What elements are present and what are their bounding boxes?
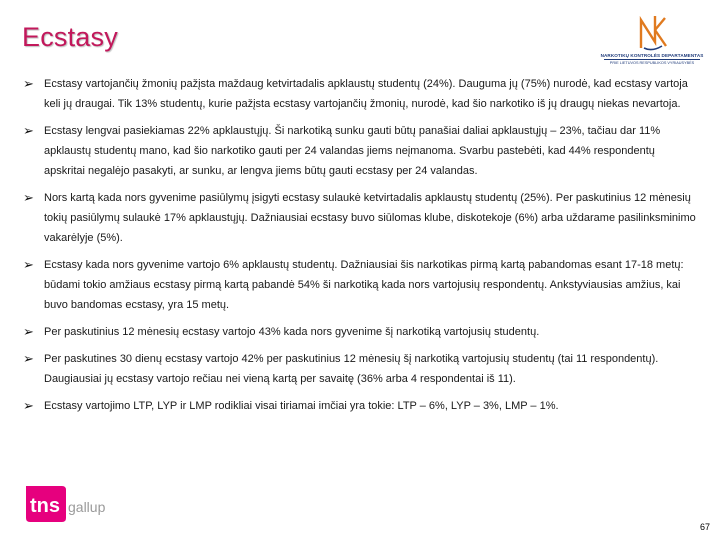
page-title: Ecstasy [22, 22, 118, 52]
bullet-text: Ecstasy lengvai pasiekiamas 22% apklaustųjų. Ši narkotiką sunku gauti būtų panašiai daliai apklaustųjų – 23%, tačiau dar 11% apklaustų studentų mano, kad šio narkotiko gauti per 24 valandas jiems neįmanoma. Svarbu pastebėti, kad 44% respondentų apskritai negalėjo pasakyti, ar sunku, ar lengva jiems būtų gauti ecstasy per 24 valandas. [44, 125, 661, 177]
arrow-bullet-icon: ➢ [23, 324, 34, 339]
bullet-list [22, 74, 698, 423]
arrow-bullet-icon: ➢ [23, 76, 34, 91]
bullet-text: Per paskutinius 12 mėnesių ecstasy vartojo 43% kada nors gyvenime šį narkotiką vartojusių studentų. [44, 326, 540, 338]
ndd-logo [600, 12, 704, 74]
bullet-item [22, 322, 698, 342]
ndd-logo-line2: PRIE LIETUVOS RESPUBLIKOS VYRIAUSYBĖS [609, 61, 695, 65]
ndd-logo-divider [604, 59, 700, 60]
bullet-text: Per paskutines 30 dienų ecstasy vartojo 42% per paskutinius 12 mėnesių šį narkotiką vartojusių studentų (tai 11 respondentų). Daugiausiai jų ecstasy vartojo rečiau nei vieną kartą per savaitę (36% arba 4 respondentai iš 11). [44, 353, 659, 385]
arrow-bullet-icon: ➢ [23, 398, 34, 413]
bullet-item [22, 255, 698, 315]
arrow-bullet-icon: ➢ [23, 123, 34, 138]
page-number: 67 [699, 522, 710, 532]
tns-gallup-logo [24, 482, 114, 524]
bullet-item [22, 396, 698, 416]
arrow-bullet-icon: ➢ [23, 190, 34, 205]
ndd-logo-line1: NARKOTIKŲ KONTROLĖS DEPARTAMENTAS [600, 53, 704, 58]
bullet-text: Ecstasy kada nors gyvenime vartojo 6% apklaustų studentų. Dažniausiai šis narkotikas pirmą kartą pabandomas esant 17-18 metų: būdami tokio amžiaus ecstasy pirmą kartą pabandė 54% ši narkotiką kada nors vartojusių respondentų. Ankstyviausias amžius, kai buvo bandomas ecstasy, yra 15 metų. [44, 259, 684, 311]
arrow-bullet-icon: ➢ [23, 351, 34, 366]
tns-brand-text: tns [30, 495, 60, 517]
bullet-text: Nors kartą kada nors gyvenime pasiūlymų įsigyti ecstasy sulaukė ketvirtadalis apklaustų studentų (25%). Per paskutinius 12 mėnesių tokių pasiūlymų sulaukė 17% apklaustųjų. Dažniausiai ecstasy buvo siūlomas klube, diskotekoje (6%) arba uždarame pasilinksminimo vakarėlyje (5%). [44, 192, 696, 244]
bullet-text: Ecstasy vartojančių žmonių pažįsta maždaug ketvirtadalis apklaustų studentų (24%). Dauguma jų (75%) nurodė, kad ecstasy vartoja keli jų draugai. Tik 13% studentų, kurie pažįsta ecstasy vartojančių žmonių, nurodė, kad šio narkotiko iš jų draugų niekas nevartoja. [44, 78, 688, 110]
bullet-item [22, 188, 698, 248]
bullet-text: Ecstasy vartojimo LTP, LYP ir LMP rodikliai visai tiriamai imčiai yra tokie: LTP – 6%, LYP – 3%, LMP – 1%. [44, 400, 559, 412]
ndd-emblem-icon [635, 12, 669, 52]
arrow-bullet-icon: ➢ [23, 257, 34, 272]
bullet-item [22, 349, 698, 389]
gallup-brand-text: gallup [68, 499, 106, 515]
bullet-item [22, 121, 698, 181]
tns-gallup-logo-icon [24, 482, 114, 524]
bullet-item [22, 74, 698, 114]
